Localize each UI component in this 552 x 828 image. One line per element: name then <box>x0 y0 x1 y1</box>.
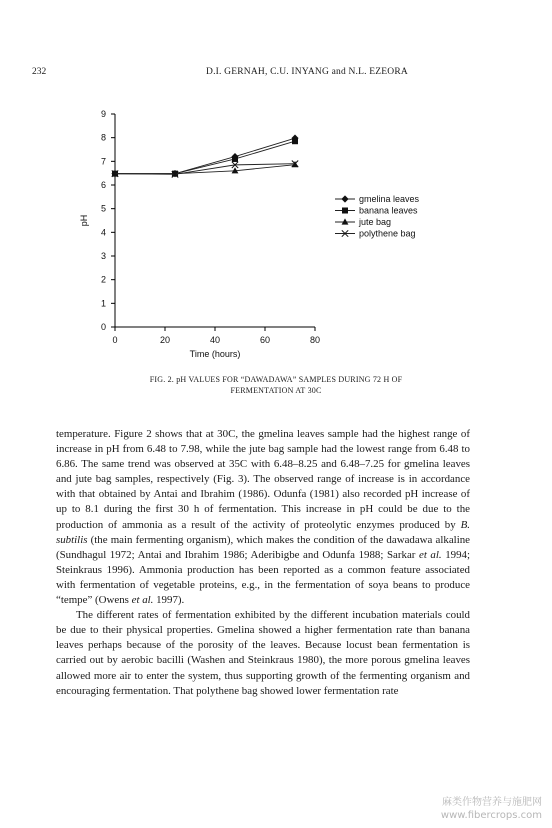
series-line-gmelina-leaves <box>115 138 295 174</box>
organism-name: B. subtilis <box>56 518 470 546</box>
watermark-line-1: 麻类作物营养与施肥网 <box>442 797 542 808</box>
data-point-banana-leaves <box>232 156 238 162</box>
legend-label-banana-leaves: banana leaves <box>359 205 418 216</box>
paragraph-1-text-b: (the main fermenting organism), which makes the condition of the dawadawa alkaline (Sundhagul 1972; Antai and Ibrahim 1986; Aderibigbe and Odunfa 1988; Sarkar <box>56 533 470 561</box>
legend-marker-jute-bag <box>342 218 349 224</box>
y-tick-label: 8 <box>100 132 106 143</box>
page-number: 232 <box>32 67 47 77</box>
et-al-1: et al. <box>418 548 442 561</box>
paragraph-1-text-a: temperature. Figure 2 shows that at 30C, the gmelina leaves sample had the highest range of increase in pH from 6.48 to 7.98, while the jute bag sample had the lowest range from 6.48 to 6.86. The same trend was observed at 35C with 6.48–8.25 and 6.48–7.25 for gmelina leaves and jute bag samples, respectively (Fig. 3). The observed range of increase is in accordance with that obtained by Antai and Ibrahim (1986). Odunfa (1981) also recorded pH increase of up to 8.1 during the first 30 h of fermentation. This increase in pH could be due to the production of ammonia as a result of the activity of proteolytic enzymes produced by <box>56 428 470 531</box>
chart-legend <box>335 194 420 239</box>
body-text <box>56 427 470 699</box>
legend-marker-banana-leaves <box>342 208 348 214</box>
x-tick-label: 40 <box>209 335 221 345</box>
figure-caption-line-2: FERMENTATION AT 30C <box>230 386 322 395</box>
figure-caption <box>80 374 472 396</box>
chart-series <box>111 135 298 178</box>
paragraph-1-text-d: 1997). <box>153 594 185 607</box>
y-tick-label: 3 <box>100 251 106 261</box>
et-al-2: et al. <box>131 594 154 607</box>
watermark-line-2: www.fibercrops.com <box>440 810 542 821</box>
legend-marker-gmelina-leaves <box>341 195 348 202</box>
x-tick-label: 80 <box>309 335 321 345</box>
chart-axes <box>79 109 320 359</box>
figure-caption-line-1: FIG. 2. pH VALUES FOR “DAWADAWA” SAMPLES DURING 72 H OF <box>149 375 403 384</box>
y-tick-label: 7 <box>100 156 106 167</box>
x-axis-label: Time (hours) <box>189 349 241 359</box>
legend-label-jute-bag: jute bag <box>359 217 392 227</box>
y-tick-label: 0 <box>100 322 106 332</box>
legend-label-gmelina-leaves: gmelina leaves <box>359 194 420 204</box>
y-tick-label: 4 <box>100 227 106 238</box>
x-tick-label: 0 <box>112 335 118 345</box>
legend-label-polythene-bag: polythene bag <box>359 228 416 239</box>
x-tick-label: 60 <box>259 335 271 345</box>
y-tick-label: 2 <box>100 274 106 285</box>
paragraph-1 <box>56 427 470 608</box>
y-tick-label: 6 <box>100 180 106 190</box>
y-tick-label: 1 <box>100 298 106 309</box>
y-tick-label: 9 <box>100 109 106 119</box>
paragraph-1-text-c: 1994; Steinkraus 1996). Ammonia production has been reported as a common feature associated with fermentation of vegetable proteins, e.g., in the fermentation of soya beans to produce “tempe” (Owens <box>56 548 471 607</box>
x-tick-label: 20 <box>159 335 171 345</box>
y-axis-label: pH <box>79 214 89 227</box>
data-point-banana-leaves <box>292 138 298 144</box>
y-tick-label: 5 <box>100 203 106 214</box>
ph-line-chart <box>70 100 470 365</box>
running-head: D.I. GERNAH, C.U. INYANG and N.L. EZEORA <box>206 67 408 77</box>
watermark <box>441 796 542 822</box>
paragraph-2: The different rates of fermentation exhibited by the different incubation materials could be due to their physical properties. Gmelina showed a higher fermentation rate than banana leaves perhaps because of the porosity of the leaves. Because locust bean fermentation is carried out by aerobic bacilli (Washen and Steinkraus 1980), the more porous gmelina leaves allowed more air to enter the system, thus supporting growth of the fermenting organism and encouraging fermentation. That polythene bag showed lower fermentation rate <box>56 609 470 697</box>
